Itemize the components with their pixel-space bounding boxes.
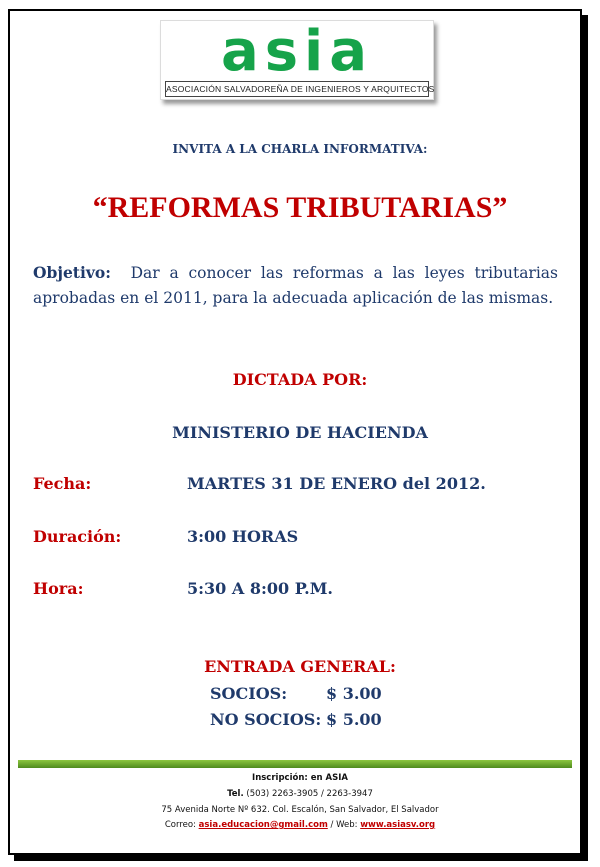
footer-phone: [0, 789, 600, 799]
footer-registration: [0, 773, 600, 783]
web-label: / Web:: [330, 820, 358, 830]
entry-label: ENTRADA GENERAL:: [204, 657, 396, 676]
phone-numbers: (503) 2263-3905 / 2263-3947: [246, 789, 373, 799]
footer-contact: [0, 820, 600, 830]
duration-label: Duración:: [33, 527, 122, 546]
date-label: Fecha:: [33, 474, 92, 493]
registration-text: Inscripción: en ASIA: [252, 773, 348, 783]
price-members-value: $ 3.00: [326, 684, 382, 703]
objective-paragraph: [33, 260, 558, 311]
speaker-name: MINISTERIO DE HACIENDA: [172, 423, 428, 442]
dictated-by-label: DICTADA POR:: [232, 370, 368, 389]
price-nonmembers-label: NO SOCIOS:: [210, 710, 322, 729]
price-members-label: SOCIOS:: [210, 684, 288, 703]
asia-logo: [160, 20, 434, 100]
invite-heading: INVITA A LA CHARLA INFORMATIVA:: [172, 142, 428, 156]
web-link[interactable]: www.asiasv.org: [360, 820, 436, 830]
logo-wordmark: asia: [220, 19, 374, 84]
date-value: MARTES 31 DE ENERO del 2012.: [187, 474, 486, 493]
objective-label: Objetivo:: [33, 263, 111, 282]
phone-label: Tel.: [227, 789, 244, 799]
objective-text: Dar a conocer las reformas a las leyes tributarias aprobadas en el 2011, para la adecuada aplicación de las mismas.: [33, 264, 558, 307]
time-label: Hora:: [33, 579, 84, 598]
time-value: 5:30 A 8:00 P.M.: [187, 579, 333, 598]
email-label: Correo:: [164, 820, 196, 830]
event-title: “REFORMAS TRIBUTARIAS”: [92, 191, 508, 224]
email-link[interactable]: asia.educacion@gmail.com: [198, 820, 328, 830]
footer-divider: [18, 760, 572, 768]
logo-subtitle: ASOCIACIÓN SALVADOREÑA DE INGENIEROS Y ARQUITECTOS: [165, 81, 429, 97]
duration-value: 3:00 HORAS: [187, 527, 299, 546]
footer-address: 75 Avenida Norte Nº 632. Col. Escalón, San Salvador, El Salvador: [161, 805, 439, 815]
price-nonmembers-value: $ 5.00: [326, 710, 382, 729]
